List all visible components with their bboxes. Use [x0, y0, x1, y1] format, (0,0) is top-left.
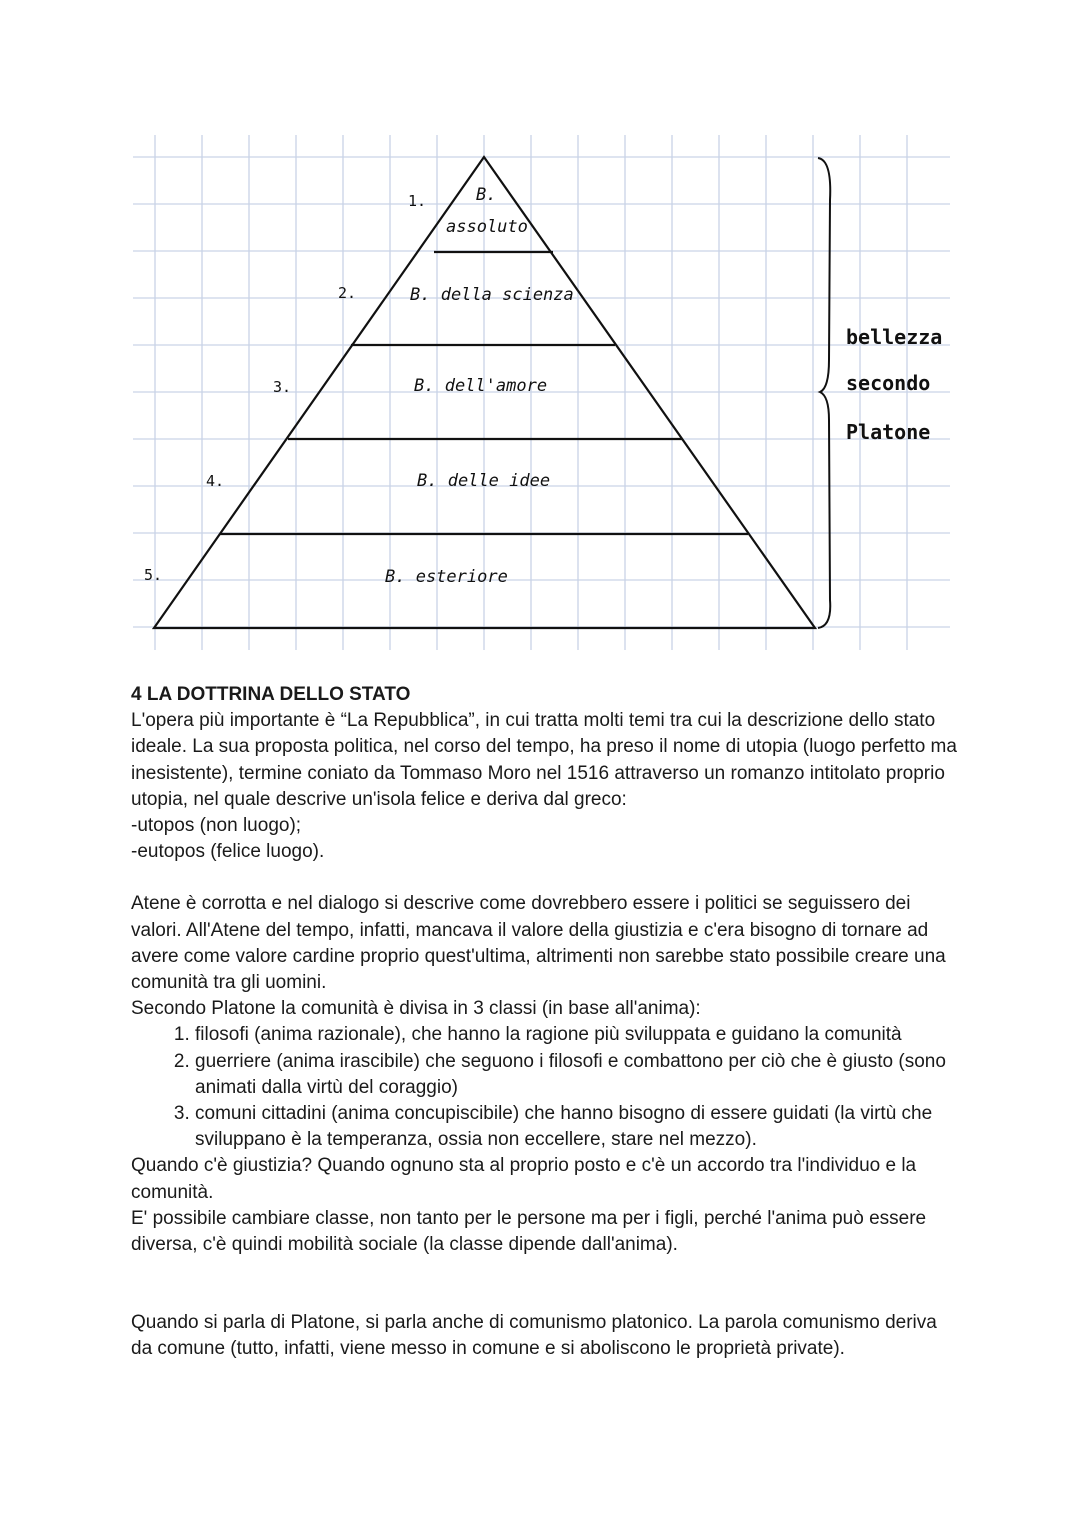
- list-item: 3. comuni cittadini (anima concupiscibile) che hanno bisogno di essere guidati (la virtù che sviluppano è la temperanza, ossia non eccellere, stare nel mezzo).: [195, 1101, 961, 1153]
- level-number-2: 2.: [338, 284, 357, 302]
- brace-label-line-3: Platone: [846, 420, 931, 444]
- list-item: 2. guerriere (anima irascibile) che seguono i filosofi e combattono per ciò che è giusto (sono animati dalla virtù del coraggio): [195, 1049, 961, 1101]
- level-3-label: B. dell'amore: [414, 376, 548, 396]
- level-number-5: 5.: [144, 566, 163, 584]
- level-number-3: 3.: [273, 378, 292, 396]
- paragraph-communism: Quando si parla di Platone, si parla anche di comunismo platonico. La parola comunismo deriva da comune (tutto, infatti, viene messo in comune e si aboliscono le proprietà private).: [131, 1312, 937, 1360]
- list-line-utopos: -utopos (non luogo);: [131, 815, 302, 837]
- level-1-label: assoluto: [446, 217, 528, 237]
- spacer: [131, 865, 961, 891]
- curly-brace: [818, 158, 830, 628]
- level-number-4: 4.: [206, 472, 225, 490]
- level-2-label: B. della scienza: [410, 285, 574, 305]
- level-4-label: B. delle idee: [417, 471, 551, 491]
- beauty-pyramid-diagram: [0, 0, 1080, 660]
- level-1-b: B.: [476, 185, 497, 205]
- paragraph-utopia: L'opera più importante è “La Repubblica”, in cui tratta molti temi tra cui la descrizione dello stato ideale. La sua proposta politica, nel corso del tempo, ha preso il nome di utopia (luogo perfetto ma inesistente), termine coniato da Tommaso Moro nel 1516 attraverso un romanzo intitolato proprio utopia, nel quale descrive un'isola felice e deriva dal greco:: [131, 710, 957, 810]
- paragraph-mobility: E' possibile cambiare classe, non tanto per le persone ma per i figli, perché l'anima può essere diversa, c'è quindi mobilità sociale (la classe dipende dall'anima).: [131, 1207, 927, 1256]
- section-title: 4 LA DOTTRINA DELLO STATO: [131, 684, 411, 705]
- document-body: [131, 682, 961, 1363]
- paragraph-athens: Atene è corrotta e nel dialogo si descrive come dovrebbero essere i politici se seguissero dei valori. All'Atene del tempo, infatti, mancava il valore della giustizia e c'era bisogno di tornare ad avere come valore cardine proprio quest'ultima, altrimenti non sarebbe stato possibile creare una comunità tra gli uomini.: [131, 893, 946, 994]
- level-number-1: 1.: [408, 192, 427, 210]
- paragraph-classes-intro: Secondo Platone la comunità è divisa in 3 classi (in base all'anima):: [131, 998, 701, 1020]
- paragraph-justice: Quando c'è giustizia? Quando ognuno sta al proprio posto e c'è un accordo tra l'individuo e la comunità.: [131, 1155, 917, 1203]
- list-item: 1. filosofi (anima razionale), che hanno la ragione più sviluppata e guidano la comunità: [195, 1022, 961, 1048]
- spacer: [131, 1258, 961, 1310]
- brace-label-line-1: bellezza: [846, 325, 943, 349]
- level-5-label: B. esteriore: [385, 567, 508, 587]
- brace-label: [846, 325, 942, 444]
- list-line-eutopos: -eutopos (felice luogo).: [131, 841, 325, 863]
- classes-list: [131, 1022, 961, 1153]
- brace-label-line-2: secondo: [846, 371, 931, 395]
